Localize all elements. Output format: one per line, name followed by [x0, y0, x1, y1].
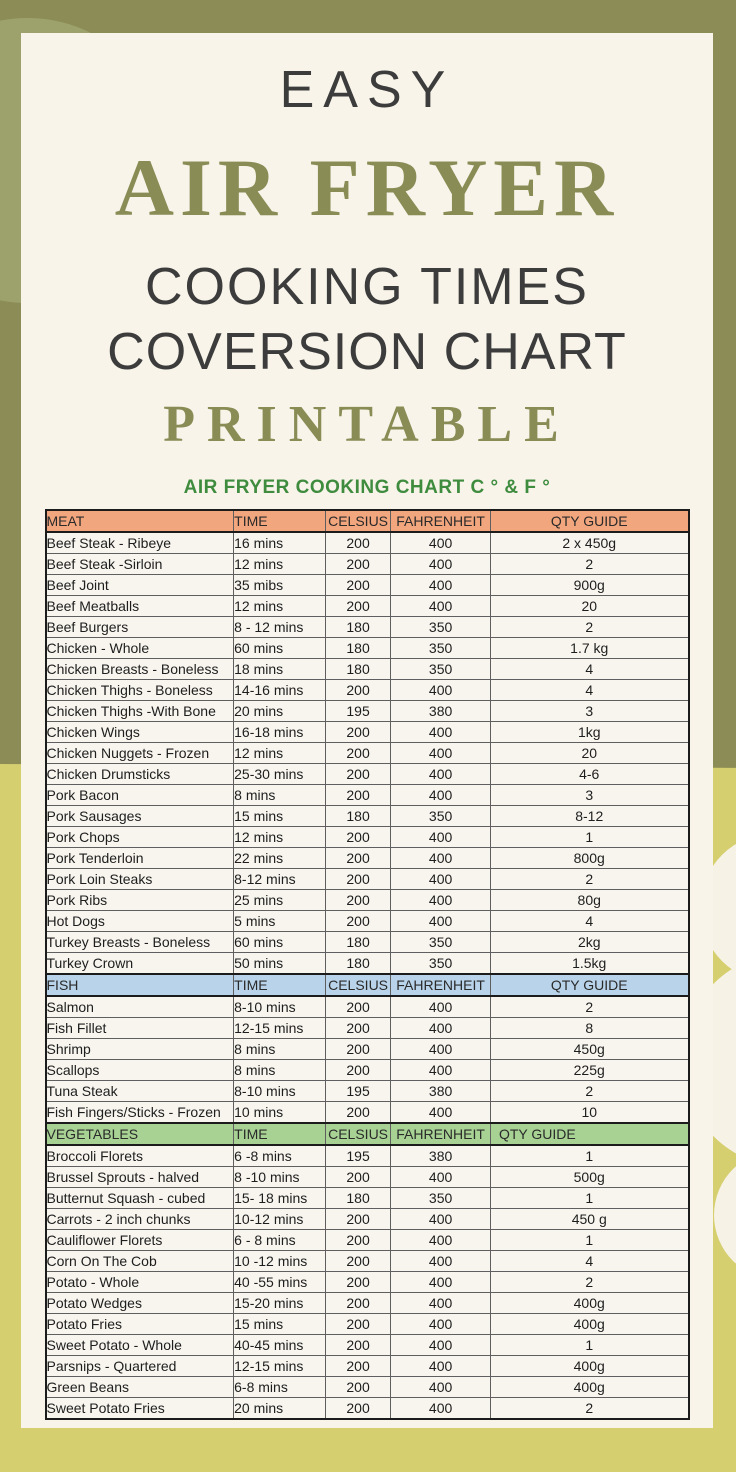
- column-header: TIME: [234, 974, 326, 996]
- celsius-cell: 200: [325, 890, 390, 911]
- celsius-cell: 200: [325, 1251, 390, 1272]
- qty-cell: 1: [490, 1145, 688, 1167]
- time-cell: 12-15 mins: [234, 1356, 326, 1377]
- qty-cell: 450 g: [490, 1209, 688, 1230]
- fahrenheit-cell: 400: [391, 1272, 491, 1293]
- table-row: [46, 575, 689, 596]
- food-cell: Shrimp: [46, 1039, 234, 1060]
- food-cell: Beef Joint: [46, 575, 234, 596]
- fahrenheit-cell: 400: [391, 1102, 491, 1124]
- food-cell: Brussel Sprouts - halved: [46, 1167, 234, 1188]
- time-cell: 14-16 mins: [234, 680, 326, 701]
- celsius-cell: 200: [325, 554, 390, 575]
- celsius-cell: 200: [325, 743, 390, 764]
- time-cell: 6-8 mins: [234, 1377, 326, 1398]
- time-cell: 12 mins: [234, 596, 326, 617]
- celsius-cell: 200: [325, 1167, 390, 1188]
- table-row: [46, 953, 689, 975]
- table-row: [46, 1314, 689, 1335]
- column-header: FAHRENHEIT: [391, 974, 491, 996]
- qty-cell: 2: [490, 1398, 688, 1420]
- content-card: [21, 33, 713, 1428]
- fahrenheit-cell: 400: [391, 869, 491, 890]
- table-row: [46, 1230, 689, 1251]
- time-cell: 60 mins: [234, 638, 326, 659]
- fahrenheit-cell: 380: [391, 701, 491, 722]
- table-row: [46, 848, 689, 869]
- fahrenheit-cell: 350: [391, 617, 491, 638]
- food-cell: Pork Bacon: [46, 785, 234, 806]
- food-cell: Chicken Breasts - Boneless: [46, 659, 234, 680]
- column-header: MEAT: [46, 510, 234, 532]
- time-cell: 15- 18 mins: [234, 1188, 326, 1209]
- column-header: CELSIUS: [325, 510, 390, 532]
- table-row: [46, 1251, 689, 1272]
- fahrenheit-cell: 400: [391, 722, 491, 743]
- celsius-cell: 200: [325, 532, 390, 554]
- celsius-cell: 200: [325, 1018, 390, 1039]
- celsius-cell: 180: [325, 932, 390, 953]
- celsius-cell: 180: [325, 806, 390, 827]
- food-cell: Carrots - 2 inch chunks: [46, 1209, 234, 1230]
- table-row: [46, 764, 689, 785]
- column-header: FAHRENHEIT: [391, 510, 491, 532]
- qty-cell: 3: [490, 785, 688, 806]
- qty-cell: 2: [490, 1081, 688, 1102]
- table-row: [46, 617, 689, 638]
- food-cell: Potato - Whole: [46, 1272, 234, 1293]
- fahrenheit-cell: 400: [391, 532, 491, 554]
- fahrenheit-cell: 400: [391, 680, 491, 701]
- celsius-cell: 180: [325, 1188, 390, 1209]
- title-air-fryer: AIR FRYER: [114, 142, 620, 233]
- fahrenheit-cell: 400: [391, 1314, 491, 1335]
- fahrenheit-cell: 400: [391, 890, 491, 911]
- celsius-cell: 180: [325, 659, 390, 680]
- food-cell: Pork Ribs: [46, 890, 234, 911]
- qty-cell: 2 x 450g: [490, 532, 688, 554]
- table-row: [46, 911, 689, 932]
- celsius-cell: 200: [325, 1102, 390, 1124]
- food-cell: Pork Sausages: [46, 806, 234, 827]
- cooking-table-body: [46, 510, 689, 1419]
- food-cell: Fish Fingers/Sticks - Frozen: [46, 1102, 234, 1124]
- time-cell: 8-10 mins: [234, 996, 326, 1018]
- food-cell: Green Beans: [46, 1377, 234, 1398]
- food-cell: Beef Steak -Sirloin: [46, 554, 234, 575]
- fahrenheit-cell: 400: [391, 1356, 491, 1377]
- fahrenheit-cell: 400: [391, 554, 491, 575]
- food-cell: Chicken - Whole: [46, 638, 234, 659]
- time-cell: 12 mins: [234, 554, 326, 575]
- food-cell: Corn On The Cob: [46, 1251, 234, 1272]
- qty-cell: 225g: [490, 1060, 688, 1081]
- table-row: [46, 659, 689, 680]
- table-row: [46, 1081, 689, 1102]
- food-cell: Pork Chops: [46, 827, 234, 848]
- food-cell: Chicken Nuggets - Frozen: [46, 743, 234, 764]
- celsius-cell: 180: [325, 953, 390, 975]
- table-row: [46, 827, 689, 848]
- time-cell: 15 mins: [234, 806, 326, 827]
- celsius-cell: 200: [325, 848, 390, 869]
- time-cell: 20 mins: [234, 701, 326, 722]
- section-header-row-vegetables: [46, 1123, 689, 1145]
- table-row: [46, 532, 689, 554]
- celsius-cell: 200: [325, 1356, 390, 1377]
- fahrenheit-cell: 400: [391, 827, 491, 848]
- celsius-cell: 200: [325, 575, 390, 596]
- time-cell: 22 mins: [234, 848, 326, 869]
- fahrenheit-cell: 350: [391, 1188, 491, 1209]
- food-cell: Chicken Thighs -With Bone: [46, 701, 234, 722]
- qty-cell: 1.7 kg: [490, 638, 688, 659]
- celsius-cell: 200: [325, 1314, 390, 1335]
- fahrenheit-cell: 400: [391, 1209, 491, 1230]
- fahrenheit-cell: 380: [391, 1081, 491, 1102]
- time-cell: 40-45 mins: [234, 1335, 326, 1356]
- celsius-cell: 200: [325, 1209, 390, 1230]
- column-header: TIME: [234, 510, 326, 532]
- table-row: [46, 1039, 689, 1060]
- celsius-cell: 200: [325, 911, 390, 932]
- column-header: CELSIUS: [325, 1123, 390, 1145]
- qty-cell: 10: [490, 1102, 688, 1124]
- fahrenheit-cell: 350: [391, 953, 491, 975]
- fahrenheit-cell: 350: [391, 932, 491, 953]
- blob-decoration-right-3: [714, 1150, 736, 1280]
- celsius-cell: 200: [325, 1039, 390, 1060]
- table-row: [46, 932, 689, 953]
- time-cell: 8 - 12 mins: [234, 617, 326, 638]
- time-cell: 20 mins: [234, 1398, 326, 1420]
- qty-cell: 2: [490, 1272, 688, 1293]
- table-row: [46, 638, 689, 659]
- fahrenheit-cell: 400: [391, 1167, 491, 1188]
- table-row: [46, 1060, 689, 1081]
- time-cell: 15-20 mins: [234, 1293, 326, 1314]
- qty-cell: 2: [490, 869, 688, 890]
- fahrenheit-cell: 400: [391, 1398, 491, 1420]
- celsius-cell: 200: [325, 1335, 390, 1356]
- table-row: [46, 596, 689, 617]
- qty-cell: 2: [490, 617, 688, 638]
- time-cell: 16 mins: [234, 532, 326, 554]
- food-cell: Beef Meatballs: [46, 596, 234, 617]
- time-cell: 18 mins: [234, 659, 326, 680]
- time-cell: 12 mins: [234, 743, 326, 764]
- cooking-chart-table: [45, 509, 690, 1420]
- table-row: [46, 1398, 689, 1420]
- food-cell: Chicken Thighs - Boneless: [46, 680, 234, 701]
- fahrenheit-cell: 400: [391, 1060, 491, 1081]
- table-row: [46, 743, 689, 764]
- qty-cell: 1: [490, 1230, 688, 1251]
- food-cell: Sweet Potato Fries: [46, 1398, 234, 1420]
- qty-cell: 20: [490, 743, 688, 764]
- table-row: [46, 1188, 689, 1209]
- celsius-cell: 200: [325, 785, 390, 806]
- qty-cell: 8-12: [490, 806, 688, 827]
- food-cell: Tuna Steak: [46, 1081, 234, 1102]
- food-cell: Potato Wedges: [46, 1293, 234, 1314]
- qty-cell: 1: [490, 1188, 688, 1209]
- qty-cell: 1kg: [490, 722, 688, 743]
- table-row: [46, 1356, 689, 1377]
- food-cell: Turkey Crown: [46, 953, 234, 975]
- table-row: [46, 1272, 689, 1293]
- time-cell: 16-18 mins: [234, 722, 326, 743]
- fahrenheit-cell: 400: [391, 785, 491, 806]
- fahrenheit-cell: 400: [391, 1251, 491, 1272]
- qty-cell: 400g: [490, 1356, 688, 1377]
- qty-cell: 400g: [490, 1314, 688, 1335]
- celsius-cell: 180: [325, 638, 390, 659]
- celsius-cell: 180: [325, 617, 390, 638]
- table-row: [46, 1145, 689, 1167]
- qty-cell: 4: [490, 1251, 688, 1272]
- qty-cell: 1: [490, 827, 688, 848]
- celsius-cell: 200: [325, 764, 390, 785]
- qty-cell: 4: [490, 659, 688, 680]
- qty-cell: 2kg: [490, 932, 688, 953]
- table-row: [46, 1018, 689, 1039]
- time-cell: 8 mins: [234, 785, 326, 806]
- qty-cell: 4: [490, 911, 688, 932]
- food-cell: Turkey Breasts - Boneless: [46, 932, 234, 953]
- celsius-cell: 195: [325, 1081, 390, 1102]
- table-row: [46, 996, 689, 1018]
- food-cell: Chicken Drumsticks: [46, 764, 234, 785]
- time-cell: 8-12 mins: [234, 869, 326, 890]
- table-row: [46, 806, 689, 827]
- food-cell: Pork Tenderloin: [46, 848, 234, 869]
- time-cell: 6 -8 mins: [234, 1145, 326, 1167]
- fahrenheit-cell: 400: [391, 996, 491, 1018]
- time-cell: 8-10 mins: [234, 1081, 326, 1102]
- qty-cell: 8: [490, 1018, 688, 1039]
- time-cell: 8 mins: [234, 1060, 326, 1081]
- column-header: QTY GUIDE: [490, 1123, 688, 1145]
- qty-cell: 4-6: [490, 764, 688, 785]
- qty-cell: 2: [490, 996, 688, 1018]
- table-row: [46, 554, 689, 575]
- fahrenheit-cell: 400: [391, 1230, 491, 1251]
- food-cell: Sweet Potato - Whole: [46, 1335, 234, 1356]
- qty-cell: 1.5kg: [490, 953, 688, 975]
- time-cell: 35 mibs: [234, 575, 326, 596]
- fahrenheit-cell: 350: [391, 659, 491, 680]
- qty-cell: 500g: [490, 1167, 688, 1188]
- fahrenheit-cell: 400: [391, 1039, 491, 1060]
- qty-cell: 80g: [490, 890, 688, 911]
- food-cell: Broccoli Florets: [46, 1145, 234, 1167]
- food-cell: Salmon: [46, 996, 234, 1018]
- fahrenheit-cell: 350: [391, 806, 491, 827]
- column-header: CELSIUS: [325, 974, 390, 996]
- fahrenheit-cell: 350: [391, 638, 491, 659]
- celsius-cell: 200: [325, 869, 390, 890]
- food-cell: Hot Dogs: [46, 911, 234, 932]
- celsius-cell: 200: [325, 827, 390, 848]
- time-cell: 25 mins: [234, 890, 326, 911]
- time-cell: 50 mins: [234, 953, 326, 975]
- qty-cell: 800g: [490, 848, 688, 869]
- food-cell: Fish Fillet: [46, 1018, 234, 1039]
- table-row: [46, 890, 689, 911]
- time-cell: 25-30 mins: [234, 764, 326, 785]
- qty-cell: 900g: [490, 575, 688, 596]
- food-cell: Beef Steak - Ribeye: [46, 532, 234, 554]
- celsius-cell: 200: [325, 1230, 390, 1251]
- food-cell: Chicken Wings: [46, 722, 234, 743]
- time-cell: 12-15 mins: [234, 1018, 326, 1039]
- food-cell: Butternut Squash - cubed: [46, 1188, 234, 1209]
- qty-cell: 20: [490, 596, 688, 617]
- time-cell: 8 -10 mins: [234, 1167, 326, 1188]
- food-cell: Scallops: [46, 1060, 234, 1081]
- table-row: [46, 785, 689, 806]
- fahrenheit-cell: 400: [391, 764, 491, 785]
- title-coversion-chart: COVERSION CHART: [107, 323, 627, 381]
- food-cell: Parsnips - Quartered: [46, 1356, 234, 1377]
- table-row: [46, 722, 689, 743]
- celsius-cell: 195: [325, 1145, 390, 1167]
- table-row: [46, 1209, 689, 1230]
- table-title: AIR FRYER COOKING CHART C ° & F °: [183, 477, 551, 498]
- table-row: [46, 1102, 689, 1124]
- celsius-cell: 200: [325, 996, 390, 1018]
- fahrenheit-cell: 400: [391, 911, 491, 932]
- fahrenheit-cell: 400: [391, 1293, 491, 1314]
- time-cell: 10 mins: [234, 1102, 326, 1124]
- celsius-cell: 195: [325, 701, 390, 722]
- qty-cell: 450g: [490, 1039, 688, 1060]
- column-header: FISH: [46, 974, 234, 996]
- column-header: QTY GUIDE: [490, 510, 688, 532]
- column-header: QTY GUIDE: [490, 974, 688, 996]
- time-cell: 12 mins: [234, 827, 326, 848]
- time-cell: 10 -12 mins: [234, 1251, 326, 1272]
- celsius-cell: 200: [325, 722, 390, 743]
- celsius-cell: 200: [325, 1272, 390, 1293]
- fahrenheit-cell: 400: [391, 1335, 491, 1356]
- celsius-cell: 200: [325, 596, 390, 617]
- table-row: [46, 1167, 689, 1188]
- qty-cell: 2: [490, 554, 688, 575]
- time-cell: 15 mins: [234, 1314, 326, 1335]
- time-cell: 5 mins: [234, 911, 326, 932]
- fahrenheit-cell: 400: [391, 575, 491, 596]
- food-cell: Cauliflower Florets: [46, 1230, 234, 1251]
- celsius-cell: 200: [325, 1377, 390, 1398]
- section-header-row-fish: [46, 974, 689, 996]
- time-cell: 40 -55 mins: [234, 1272, 326, 1293]
- fahrenheit-cell: 400: [391, 743, 491, 764]
- title-easy: EASY: [279, 61, 455, 119]
- fahrenheit-cell: 400: [391, 848, 491, 869]
- celsius-cell: 200: [325, 1398, 390, 1420]
- table-row: [46, 1377, 689, 1398]
- fahrenheit-cell: 400: [391, 596, 491, 617]
- table-row: [46, 701, 689, 722]
- time-cell: 6 - 8 mins: [234, 1230, 326, 1251]
- food-cell: Beef Burgers: [46, 617, 234, 638]
- time-cell: 60 mins: [234, 932, 326, 953]
- fahrenheit-cell: 400: [391, 1018, 491, 1039]
- column-header: VEGETABLES: [46, 1123, 234, 1145]
- title-cooking-times: COOKING TIMES: [145, 258, 589, 316]
- qty-cell: 400g: [490, 1293, 688, 1314]
- column-header: TIME: [234, 1123, 326, 1145]
- fahrenheit-cell: 380: [391, 1145, 491, 1167]
- table-row: [46, 1293, 689, 1314]
- qty-cell: 400g: [490, 1377, 688, 1398]
- celsius-cell: 200: [325, 680, 390, 701]
- table-row: [46, 1335, 689, 1356]
- column-header: FAHRENHEIT: [391, 1123, 491, 1145]
- time-cell: 8 mins: [234, 1039, 326, 1060]
- table-row: [46, 680, 689, 701]
- food-cell: Potato Fries: [46, 1314, 234, 1335]
- fahrenheit-cell: 400: [391, 1377, 491, 1398]
- qty-cell: 3: [490, 701, 688, 722]
- table-row: [46, 869, 689, 890]
- qty-cell: 4: [490, 680, 688, 701]
- qty-cell: 1: [490, 1335, 688, 1356]
- time-cell: 10-12 mins: [234, 1209, 326, 1230]
- section-header-row-meat: [46, 510, 689, 532]
- food-cell: Pork Loin Steaks: [46, 869, 234, 890]
- celsius-cell: 200: [325, 1293, 390, 1314]
- title-printable: PRINTABLE: [163, 396, 571, 453]
- celsius-cell: 200: [325, 1060, 390, 1081]
